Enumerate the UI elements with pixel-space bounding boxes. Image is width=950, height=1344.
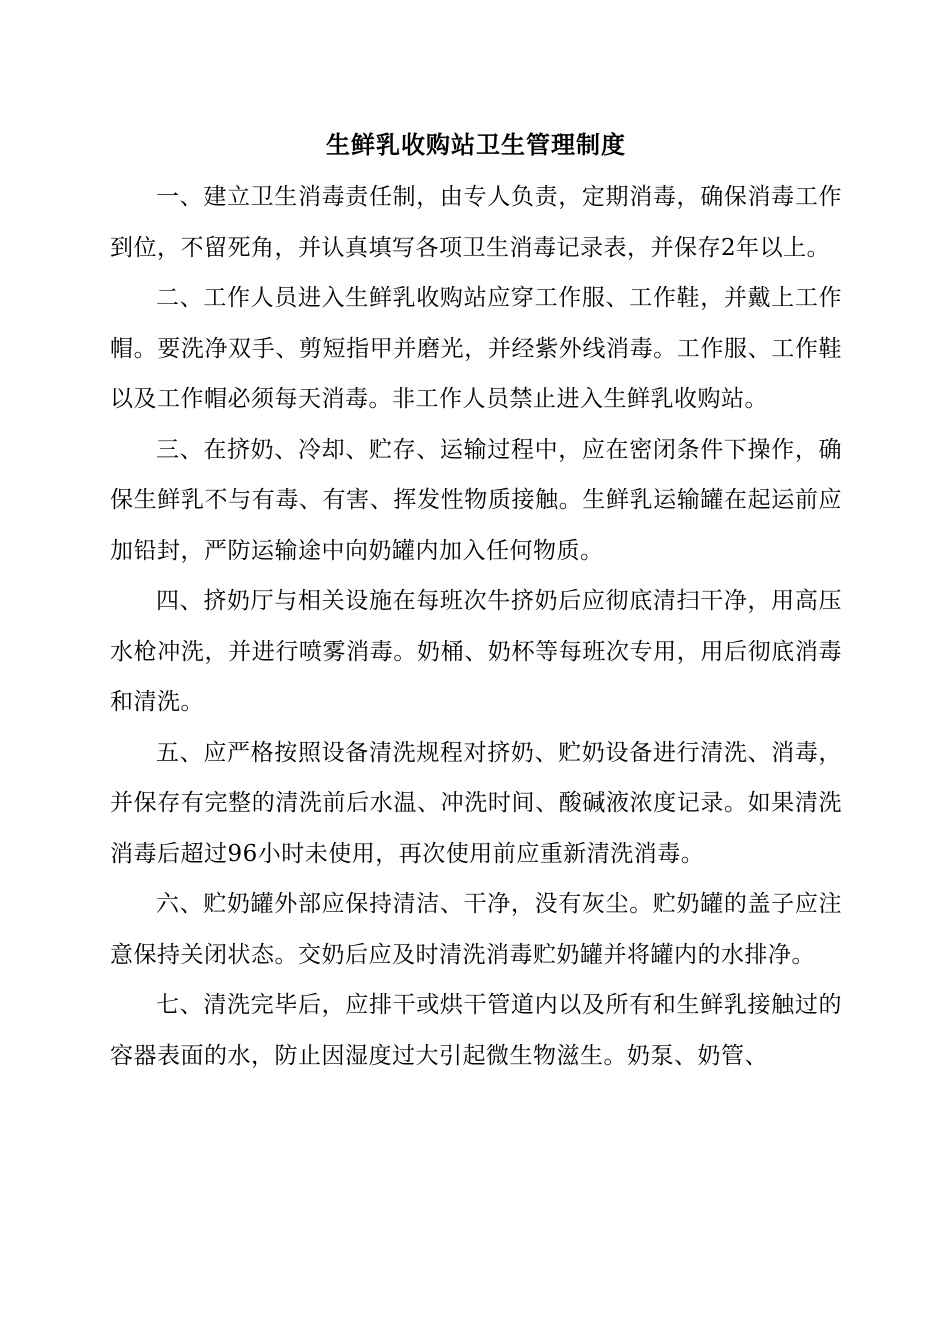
paragraph-7: 七、清洗完毕后，应排干或烘干管道内以及所有和生鲜乳接触过的容器表面的水，防止因湿度过大引起微生物滋生。奶泵、奶管、: [110, 992, 842, 1069]
paragraph-4: 四、挤奶厅与相关设施在每班次牛挤奶后应彻底清扫干净，用高压水枪冲洗，并进行喷雾消毒。奶桶、奶杯等每班次专用，用后彻底消毒和清洗。: [110, 588, 842, 715]
paragraph-6: 六、贮奶罐外部应保持清洁、干净，没有灰尘。贮奶罐的盖子应注意保持关闭状态。交奶后应及时清洗消毒贮奶罐并将罐内的水排净。: [110, 891, 842, 968]
document-page: [110, 128, 842, 1081]
paragraph-3: 三、在挤奶、冷却、贮存、运输过程中，应在密闭条件下操作，确保生鲜乳不与有毒、有害、挥发性物质接触。生鲜乳运输罐在起运前应加铅封，严防运输途中向奶罐内加入任何物质。: [110, 436, 842, 564]
paragraph-2: 二、工作人员进入生鲜乳收购站应穿工作服、工作鞋，并戴上工作帽。要洗净双手、剪短指甲并磨光，并经紫外线消毒。工作服、工作鞋以及工作帽必须每天消毒。非工作人员禁止进入生鲜乳收购站。: [110, 285, 842, 412]
paragraph-1: 一、建立卫生消毒责任制，由专人负责，定期消毒，确保消毒工作到位，不留死角，并认真填写各项卫生消毒记录表，并保存2年以上。: [110, 184, 842, 261]
document-title: 生鲜乳收购站卫生管理制度: [326, 130, 626, 159]
paragraph-5: 五、应严格按照设备清洗规程对挤奶、贮奶设备进行清洗、消毒，并保存有完整的清洗前后水温、冲洗时间、酸碱液浓度记录。如果清洗消毒后超过96小时未使用，再次使用前应重新清洗消毒。: [110, 739, 842, 867]
